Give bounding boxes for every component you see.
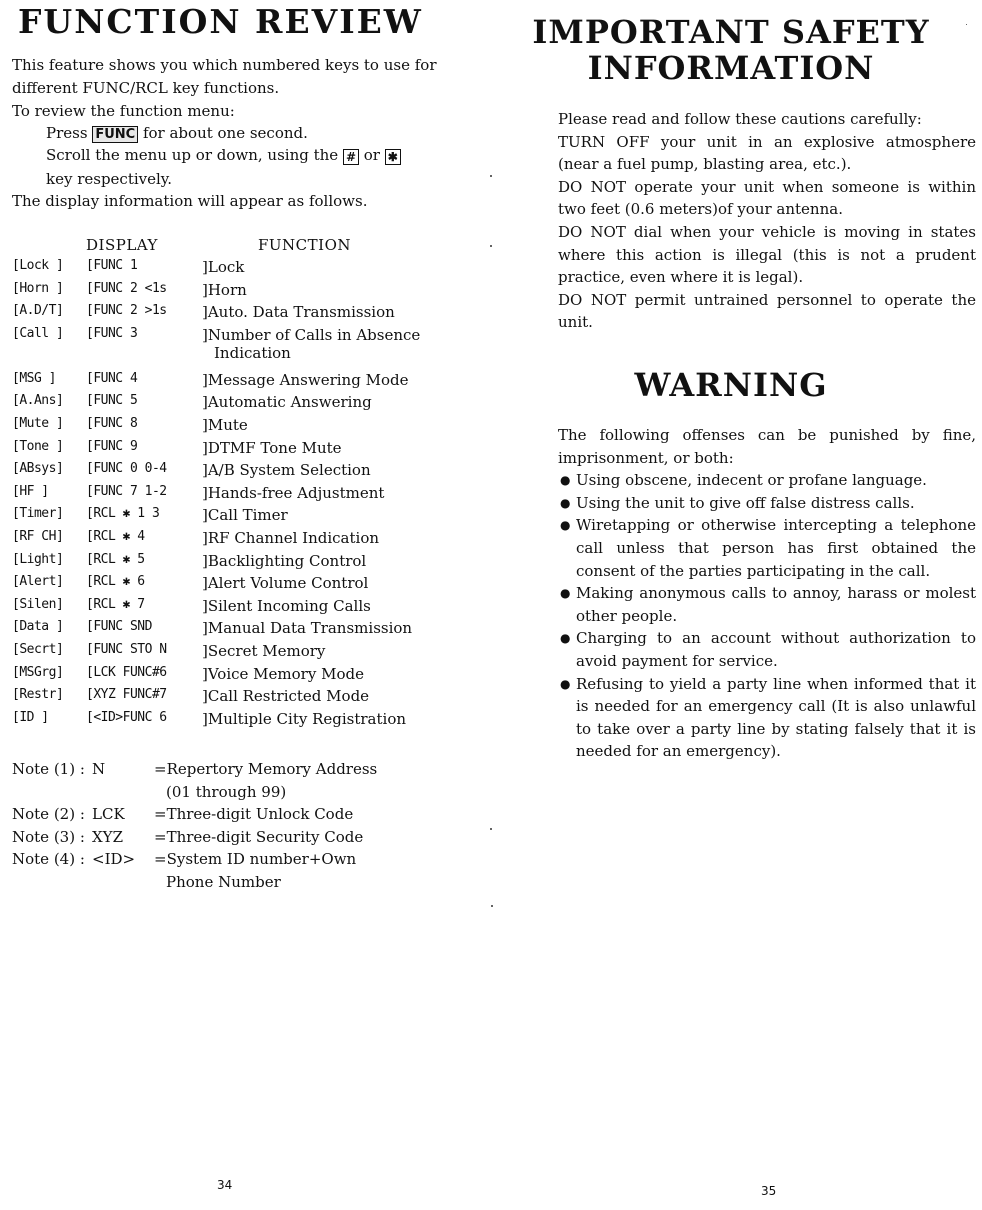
display-cell: [MSG ] (12, 370, 56, 386)
function-cell: ]Lock (202, 258, 245, 276)
display-cell: [Lock ] (12, 258, 64, 273)
note-item (12, 758, 377, 803)
note-symbol: <ID> (92, 850, 136, 869)
safety-line: DO NOT operate your unit when someone is within (558, 177, 976, 196)
right-page (491, 0, 982, 1210)
function-cell: ]Silent Incoming Calls (202, 596, 371, 615)
function-cell: ]DTMF Tone Mute (202, 438, 342, 457)
scroll-or: or (363, 146, 380, 164)
scan-speck (966, 24, 967, 25)
page-number-right: 35 (761, 1184, 777, 1198)
display-cell: [Light] (12, 551, 64, 567)
function-cell: ]Call Timer (202, 506, 288, 525)
key-cell: [RCL ✱ 5 (86, 551, 145, 567)
warning-section (558, 424, 976, 763)
function-cell: ]Mute (202, 415, 248, 434)
display-cell: [ID ] (12, 709, 49, 725)
function-text: ]Number of Calls in Absence (202, 325, 421, 344)
function-cell: ]Secret Memory (202, 641, 326, 660)
list-item (558, 469, 976, 492)
function-cell: ]Horn (202, 280, 247, 299)
display-cell: [Horn ] (12, 280, 64, 296)
list-item (558, 492, 976, 515)
press-instruction (46, 122, 308, 145)
function-cell: ]Alert Volume Control (202, 574, 369, 593)
display-cell: [MSGrg] (12, 664, 64, 680)
safety-cautions (558, 108, 976, 334)
display-cell: [Mute ] (12, 415, 64, 431)
key-cell: [XYZ FUNC#7 (86, 687, 167, 703)
function-cell: ]Automatic Answering (202, 393, 372, 412)
display-cell: [HF ] (12, 483, 49, 499)
display-cell: [Silen] (12, 596, 64, 612)
key-cell: [FUNC SND (86, 619, 152, 635)
bullet-text: Charging to an account without authorization to avoid payment for service. (576, 629, 976, 670)
display-cell: [Timer] (12, 506, 64, 522)
warning-intro: The following offenses can be punished by fine, imprisonment, or both: (558, 426, 976, 467)
key-cell: [FUNC 2 <1s (86, 280, 167, 296)
key-cell: [FUNC 8 (86, 415, 138, 431)
scan-speck (491, 905, 493, 907)
bullet-icon: ● (560, 518, 571, 533)
func-key-icon: FUNC (92, 126, 138, 143)
bullet-icon: ● (560, 495, 571, 510)
note-item (12, 803, 377, 826)
safety-line: two feet (0.6 meters)of your antenna. (558, 200, 843, 219)
safety-title (457, 14, 982, 86)
function-cell: ]Manual Data Transmission (202, 619, 413, 638)
safety-line: practice, even where it is legal). (558, 268, 804, 287)
function-cell: ]RF Channel Indication (202, 528, 380, 547)
key-cell: [RCL ✱ 7 (86, 596, 145, 612)
function-cell (202, 326, 420, 362)
note-value: =System ID number+Own (154, 850, 357, 869)
intro-paragraph: This feature shows you which numbered keys to use for different FUNC/RCL key functions. (12, 56, 437, 97)
key-cell: [FUNC STO N (86, 641, 167, 657)
warning-title: WARNING (634, 366, 828, 404)
function-cell: ]Voice Memory Mode (202, 664, 364, 683)
display-cell: [RF CH] (12, 528, 64, 544)
safety-line: (near a fuel pump, blasting area, etc.). (558, 155, 852, 174)
bullet-icon: ● (560, 586, 571, 601)
note-value: =Three-digit Unlock Code (154, 805, 354, 824)
display-cell: [Secrt] (12, 641, 64, 657)
note-value-continued: (01 through 99) (166, 782, 287, 801)
key-cell: [FUNC 5 (86, 393, 138, 409)
function-text-continued: Indication (214, 343, 291, 362)
display-cell: [ABsys] (12, 461, 64, 477)
display-info-line: The display information will appear as follows. (12, 192, 368, 210)
note-value: =Three-digit Security Code (154, 827, 364, 846)
safety-title-line2: INFORMATION (587, 49, 875, 87)
bullet-text: Wiretapping or otherwise intercepting a telephone call unless that person has first obtained the consent of the parties participating in the call. (576, 516, 976, 580)
function-cell: ]Multiple City Registration (202, 709, 407, 728)
review-instruction: To review the function menu: (12, 102, 235, 120)
bullet-text: Refusing to yield a party line when informed that it is needed for an emergency call (It is also unlawful to take over a party line by stating falsely that it is needed for an emergency). (576, 674, 976, 761)
list-item (558, 673, 976, 763)
key-cell: [<ID>FUNC 6 (86, 709, 167, 725)
key-cell: [FUNC 9 (86, 438, 138, 454)
key-cell: [FUNC 2 >1s (86, 303, 167, 319)
scroll-instruction (46, 144, 401, 167)
safety-line: Please read and follow these cautions carefully: (558, 110, 922, 128)
key-cell: [RCL ✱ 1 3 (86, 506, 160, 522)
function-cell: ]Auto. Data Transmission (202, 303, 395, 322)
bullet-text: Making anonymous calls to annoy, harass or molest other people. (576, 584, 976, 625)
function-cell: ]Message Answering Mode (202, 370, 409, 389)
display-cell: [Restr] (12, 687, 64, 703)
display-column-header: DISPLAY (86, 236, 158, 254)
note-label: Note (3) : (12, 827, 85, 846)
display-cell: [Call ] (12, 325, 64, 341)
key-cell: [LCK FUNC#6 (86, 664, 167, 680)
safety-line: DO NOT dial when your vehicle is moving in states (558, 222, 976, 241)
note-item (12, 826, 377, 849)
safety-line: DO NOT permit untrained personnel to operate the (558, 290, 976, 309)
press-suffix: for about one second. (142, 124, 308, 142)
note-value: =Repertory Memory Address (154, 760, 378, 778)
note-item (12, 848, 377, 893)
press-prefix: Press (46, 124, 88, 142)
notes-section (12, 758, 377, 894)
key-cell: [FUNC 4 (86, 370, 138, 386)
note-symbol: LCK (92, 805, 125, 824)
note-symbol: N (92, 760, 106, 778)
list-item (558, 627, 976, 672)
function-cell: ]Call Restricted Mode (202, 687, 370, 706)
bullet-icon: ● (560, 676, 571, 691)
star-key-icon: ✱ (385, 149, 401, 165)
bullet-text: Using the unit to give off false distress calls. (576, 493, 915, 512)
safety-line: unit. (558, 313, 593, 332)
function-cell: ]A/B System Selection (202, 461, 371, 480)
list-item (558, 582, 976, 627)
note-label: Note (4) : (12, 850, 85, 869)
scroll-prefix: Scroll the menu up or down, using the (46, 146, 339, 164)
key-cell: [RCL ✱ 6 (86, 574, 145, 590)
bullet-text: Using obscene, indecent or profane language. (576, 471, 927, 490)
note-label: Note (1) : (12, 760, 85, 778)
display-cell: [Alert] (12, 574, 64, 590)
list-item (558, 514, 976, 582)
key-cell: [FUNC 0 0-4 (86, 461, 167, 477)
safety-line: where this action is illegal (this is not a prudent (558, 245, 976, 264)
display-cell: [Tone ] (12, 438, 64, 454)
key-cell: [FUNC 1 (86, 258, 138, 273)
display-cell: [A.D/T] (12, 303, 64, 319)
display-cell: [Data ] (12, 619, 64, 635)
note-symbol: XYZ (92, 827, 124, 846)
key-cell: [FUNC 7 1-2 (86, 483, 167, 499)
scan-speck (490, 175, 492, 177)
key-cell: [FUNC 3 (86, 325, 138, 341)
note-value-continued: Phone Number (166, 872, 281, 891)
safety-line: TURN OFF your unit in an explosive atmosphere (558, 132, 976, 151)
scan-speck (490, 828, 492, 830)
key-cell: [RCL ✱ 4 (86, 528, 145, 544)
function-column-header: FUNCTION (258, 236, 352, 254)
page-number-left: 34 (217, 1178, 233, 1192)
bullet-icon: ● (560, 473, 571, 488)
note-label: Note (2) : (12, 805, 85, 824)
scroll-continuation: key respectively. (46, 170, 173, 188)
function-review-title: FUNCTION REVIEW (18, 2, 423, 41)
display-cell: [A.Ans] (12, 393, 64, 409)
function-cell: ]Backlighting Control (202, 551, 367, 570)
bullet-icon: ● (560, 631, 571, 646)
pound-key-icon: # (343, 149, 359, 165)
function-cell: ]Hands-free Adjustment (202, 483, 385, 502)
scan-speck (490, 245, 492, 247)
safety-title-line1: IMPORTANT SAFETY (532, 13, 930, 51)
